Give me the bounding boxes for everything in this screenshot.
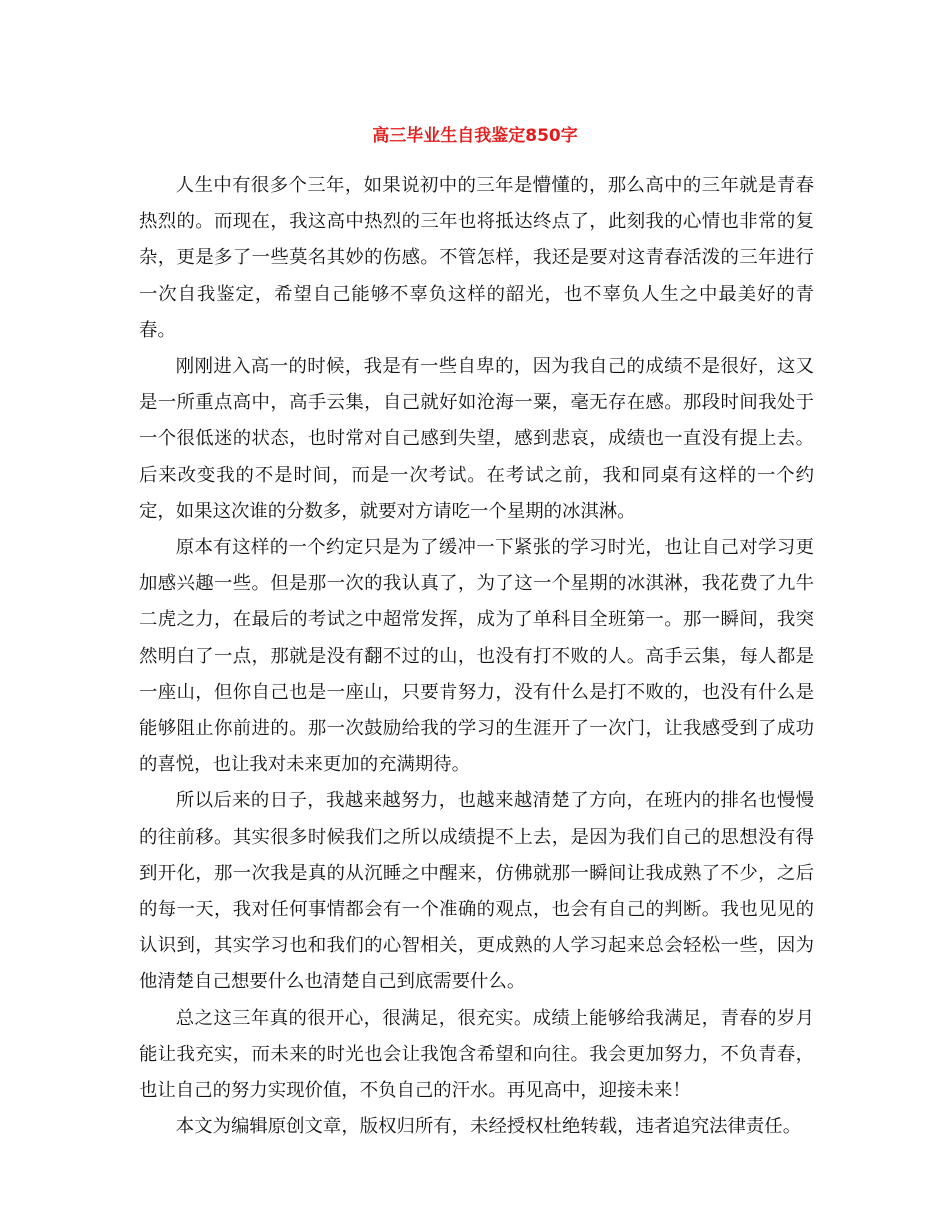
paragraph: 总之这三年真的很开心，很满足，很充实。成绩上能够给我满足，青春的岁月能让我充实，而未来的时光也会让我饱含希望和向往。我会更加努力，不负青春，也让自己的努力实现价值，不负自己的汗水。再见高中，迎接未来！ [139, 1007, 814, 1102]
paragraph: 所以后来的日子，我越来越努力，也越来越清楚了方向，在班内的排名也慢慢的往前移。其实很多时候我们之所以成绩提不上去，是因为我们自己的思想没有得到开化，那一次我是真的从沉睡之中醒来，仿佛就那一瞬间让我成熟了不少，之后的每一天，我对任何事情都会有一个准确的观点，也会有自己的判断。我也见见的认识到，其实学习也和我们的心智相关，更成熟的人学习起来总会轻松一些，因为他清楚自己想要什么也清楚自己到底需要什么。 [139, 790, 814, 993]
paragraph: 原本有这样的一个约定只是为了缓冲一下紧张的学习时光，也让自己对学习更加感兴趣一些。但是那一次的我认真了，为了这一个星期的冰淇淋，我花费了九牛二虎之力，在最后的考试之中超常发挥，成为了单科目全班第一。那一瞬间，我突然明白了一点，那就是没有翻不过的山，也没有打不败的人。高手云集，每人都是一座山，但你自己也是一座山，只要肯努力，没有什么是打不败的，也没有什么是能够阻止你前进的。那一次鼓励给我的学习的生涯开了一次门，让我感受到了成功的喜悦，也让我对未来更加的充满期待。 [139, 537, 814, 776]
copyright-notice: 本文为编辑原创文章，版权归所有，未经授权杜绝转载，违者追究法律责任。 [175, 1116, 802, 1138]
paragraph: 刚刚进入高一的时候，我是有一些自卑的，因为我自己的成绩不是很好，这又是一所重点高中，高手云集，自己就好如沧海一粟，毫无存在感。那段时间我处于一个很低迷的状态，也时常对自己感到失望，感到悲哀，成绩也一直没有提上去。后来改变我的不是时间，而是一次考试。在考试之前，我和同桌有这样的一个约定，如果这次谁的分数多，就要对方请吃一个星期的冰淇淋。 [139, 356, 814, 522]
document-title: 高三毕业生自我鉴定850字 [372, 126, 578, 146]
paragraph: 人生中有很多个三年，如果说初中的三年是懵懂的，那么高中的三年就是青春热烈的。而现在，我这高中热烈的三年也将抵达终点了，此刻我的心情也非常的复杂，更是多了一些莫名其妙的伤感。不管怎样，我还是要对这青春活泼的三年进行一次自我鉴定，希望自己能够不辜负这样的韶光，也不辜负人生之中最美好的青春。 [139, 175, 814, 341]
document-body [139, 168, 814, 1145]
